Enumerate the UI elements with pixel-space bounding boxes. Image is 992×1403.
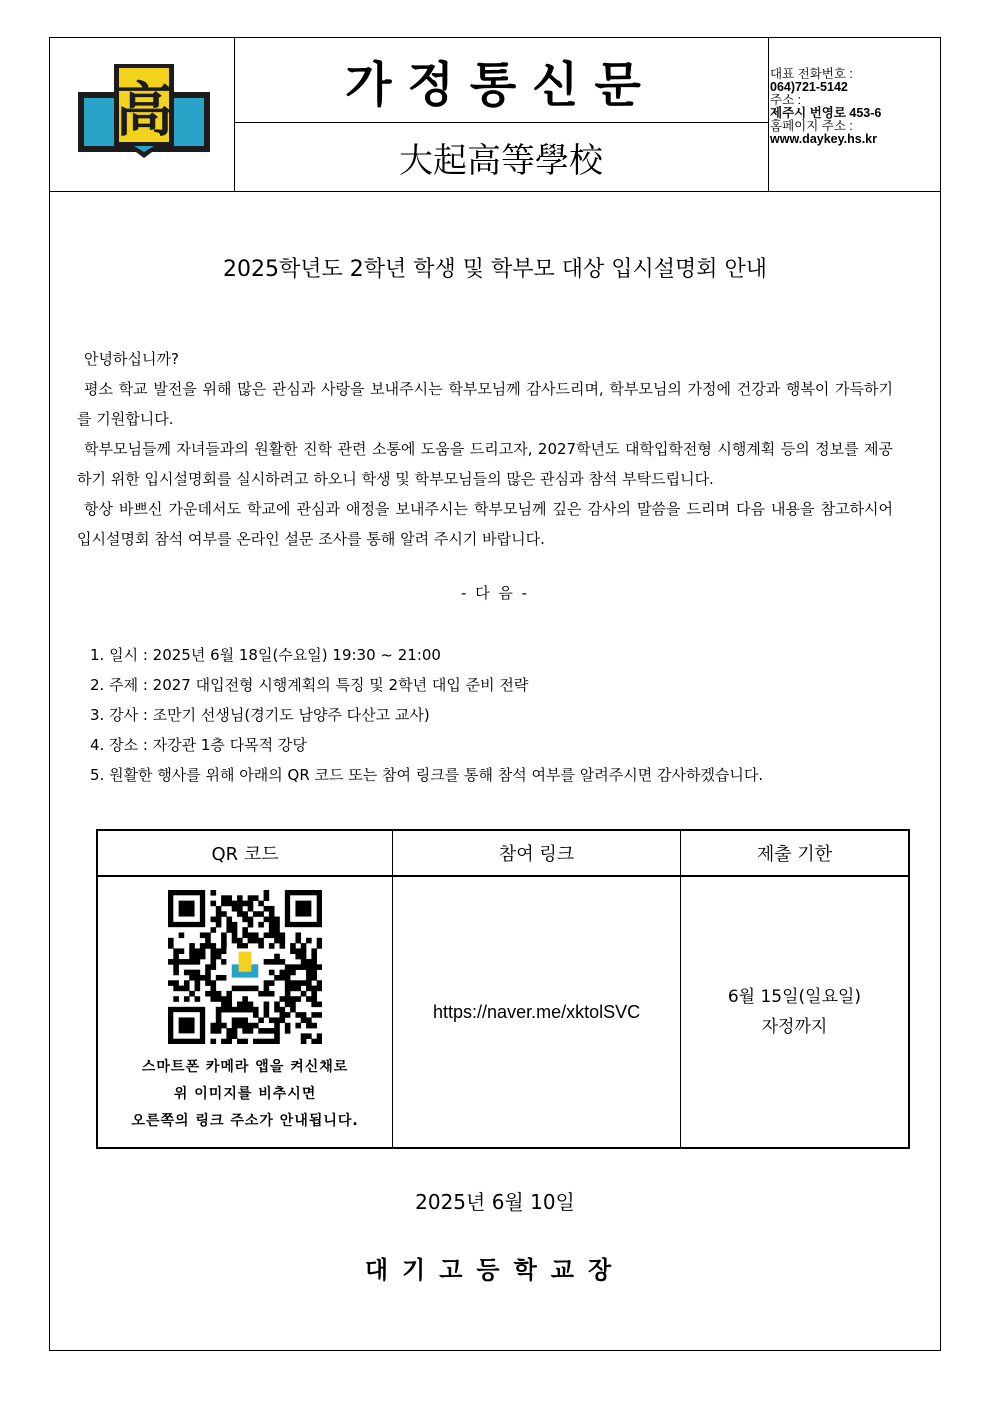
qr-caption-line: 위 이미지를 비추시면 <box>173 1085 317 1102</box>
qr-column-header: QR 코드 <box>97 830 393 876</box>
deadline-time: 자정까지 <box>761 1017 828 1037</box>
principal-signature: 대기고등학교장 <box>364 1256 626 1284</box>
table-header-row <box>97 830 909 876</box>
deadline-column-header: 제출 기한 <box>680 830 909 876</box>
newsletter-title: 가정통신문 <box>234 38 768 123</box>
document-title: 2025학년도 2학년 학생 및 학부모 대상 입시설명회 안내 <box>223 257 767 282</box>
svg-text:高: 高 <box>114 76 174 144</box>
paragraph: 평소 학교 발전을 위해 많은 관심과 사랑을 보내주시는 학부모님께 감사드리며, 학부모님의 가정에 건강과 행복이 가득하기를 기원합니다. <box>77 380 893 428</box>
rsvp-table <box>96 829 910 1149</box>
survey-link[interactable]: https://naver.me/xktolSVC <box>433 1001 641 1022</box>
homepage[interactable]: www.daykey.hs.kr <box>770 132 877 146</box>
deadline-cell <box>680 876 909 1148</box>
letterhead <box>50 38 940 192</box>
list-item: 4. 장소 : 자강관 1층 다목적 강당 <box>90 736 307 754</box>
title-cell <box>234 38 769 191</box>
qr-caption-line: 오른쪽의 링크 주소가 안내됩니다. <box>131 1112 359 1129</box>
school-logo-icon <box>74 62 214 162</box>
list-item: 3. 강사 : 조만기 선생님(경기도 남양주 다산고 교사) <box>90 706 430 724</box>
link-column-header: 참여 링크 <box>393 830 681 876</box>
address-label: 주소 : <box>770 93 802 107</box>
qr-caption-line: 스마트폰 카메라 앱을 켜신채로 <box>141 1058 349 1075</box>
school-name: 大起高等學校 <box>399 140 603 181</box>
phone-label: 대표 전화번호 : <box>770 67 853 81</box>
body-text <box>77 344 893 554</box>
list-item: 2. 주제 : 2027 대입전형 시행계획의 특징 및 2학년 대입 준비 전략 <box>90 676 529 694</box>
homepage-label: 홈페이지 주소 : <box>770 119 853 133</box>
link-cell <box>393 876 681 1148</box>
address: 제주시 번영로 453-6 <box>770 106 882 120</box>
deadline-date: 6월 15일(일요일) <box>727 987 862 1007</box>
phone-number: 064)721-5142 <box>770 80 848 94</box>
section-divider: - 다 음 - <box>460 584 530 602</box>
contact-info <box>770 68 938 146</box>
qr-cell <box>97 876 393 1148</box>
page-frame <box>49 37 941 1351</box>
event-details-list <box>90 640 910 790</box>
qr-code-icon[interactable] <box>168 890 322 1044</box>
greeting: 안녕하십니까? <box>84 350 179 368</box>
table-row <box>97 876 909 1148</box>
paragraph: 항상 바쁘신 가운데서도 학교에 관심과 애정을 보내주시는 학부모님께 깊은 감사의 말씀을 드리며 다음 내용을 참고하시어 입시설명회 참석 여부를 온라인 설문 조사를 통해 알려 주시기 바랍니다. <box>77 500 893 548</box>
list-item: 1. 일시 : 2025년 6월 18일(수요일) 19:30 ~ 21:00 <box>90 646 441 664</box>
issue-date: 2025년 6월 10일 <box>415 1190 575 1214</box>
list-item: 5. 원활한 행사를 위해 아래의 QR 코드 또는 참여 링크를 통해 참석 여부를 알려주시면 감사하겠습니다. <box>90 766 764 784</box>
logo-cell <box>50 38 235 191</box>
qr-caption <box>131 1054 358 1135</box>
paragraph: 학부모님들께 자녀들과의 원활한 진학 관련 소통에 도움을 드리고자, 2027학년도 대학입학전형 시행계획 등의 정보를 제공하기 위한 입시설명회를 실시하려고 하오니 학생 및 학부모님들의 많은 관심과 참석 부탁드립니다. <box>77 440 893 488</box>
